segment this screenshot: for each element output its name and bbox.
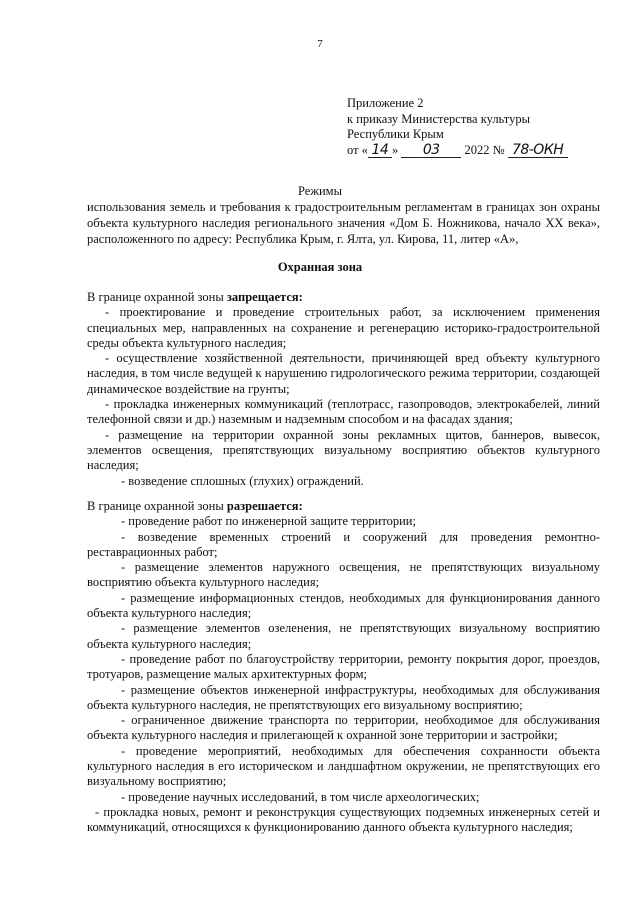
prohibited-item: - возведение сплошных (глухих) ограждений.	[121, 473, 364, 488]
prohibited-item: - прокладка инженерных коммуникаций (теплотрасс, газопроводов, электрокабелей, линий телефонной связи и др.) наземным и надземным способом и на фасадах здания;	[87, 397, 600, 427]
appendix-header	[347, 96, 568, 158]
document-title: Режимы	[298, 184, 342, 198]
handwritten-day: 14	[368, 144, 392, 158]
permitted-item: - проведение мероприятий, необходимых для обеспечения сохранности объекта культурного наследия в его историческом и ландшафтном окружении, не препятствующих его визуальному восприятию;	[87, 743, 600, 789]
section-title: Охранная зона	[277, 260, 363, 274]
permitted-lead-bold: разрешается:	[226, 499, 303, 513]
permitted-item: - проведение работ по инженерной защите территории;	[121, 514, 416, 529]
permitted-item: - проведение научных исследований, в том числе археологических;	[121, 789, 480, 804]
permitted-item: - размещение информационных стендов, необходимых для функционирования данного объекта культурного наследия;	[87, 590, 600, 621]
handwritten-month: 03	[401, 144, 461, 158]
permitted-item: - возведение временных строений и сооружений для проведения ремонтно-реставрационных работ;	[87, 529, 600, 559]
prohibited-section	[87, 290, 600, 489]
appendix-date-line	[347, 143, 568, 159]
permitted-lead	[87, 499, 600, 514]
date-year: 2022 №	[464, 142, 505, 157]
prohibited-lead-text: В границе охранной зоны	[87, 290, 227, 304]
permitted-item: - ограниченное движение транспорта по территории, необходимое для обслуживания объекта культурного наследия и прилегающей к охранной зоне территории и застройки;	[87, 713, 600, 743]
prohibited-lead-bold: запрещается:	[226, 290, 303, 304]
appendix-line-1: Приложение 2	[347, 96, 424, 110]
date-prefix: от «	[347, 142, 368, 157]
prohibited-item: - осуществление хозяйственной деятельности, причиняющей вред объекту культурного наследия, в том числе ведущей к нарушению гидрологического режима территории, создающей динамическое воздействие на грунты;	[87, 351, 600, 396]
page-number: 7	[317, 38, 323, 50]
permitted-item: - размещение объектов инженерной инфраструктуры, необходимых для обслуживания объекта культурного наследия, не препятствующих его визуальному восприятию;	[87, 682, 600, 712]
prohibited-item: - проектирование и проведение строительных работ, за исключением применения специальных мер, направленных на сохранение и регенерацию историко-градостроительной среды объекта культурного наследия;	[87, 305, 600, 350]
date-mid: »	[391, 142, 399, 157]
permitted-item: - размещение элементов наружного освещения, не препятствующих визуальному восприятию объекта культурного наследия;	[87, 560, 600, 590]
permitted-lead-text: В границе охранной зоны	[87, 499, 227, 513]
permitted-section	[87, 499, 600, 836]
permitted-item: - прокладка новых, ремонт и реконструкция существующих подземных инженерных сетей и коммуникаций, относящихся к функционированию данного объекта культурного наследия;	[87, 804, 600, 835]
handwritten-order-number: 78-ОКН	[508, 144, 568, 158]
prohibited-lead	[87, 290, 600, 305]
prohibited-item: - размещение на территории охранной зоны рекламных щитов, баннеров, вывесок, элементов освещения, препятствующих визуальному восприятию объектов культурного наследия;	[87, 427, 600, 473]
permitted-item: - размещение элементов озеленения, не препятствующих визуальному восприятию объекта культурного наследия;	[87, 621, 600, 651]
appendix-line-2: к приказу Министерства культуры	[347, 111, 530, 126]
document-subtitle: использования земель и требования к градостроительным регламентам в границах зон охраны объекта культурного наследия регионального значения «Дом Б. Ножникова, начало XX века», расположенного по адресу: Республика Крым, г. Ялта, ул. Кирова, 11, литер «А»,	[87, 200, 600, 246]
appendix-line-3: Республики Крым	[347, 127, 444, 141]
permitted-item: - проведение работ по благоустройству территории, ремонту покрытия дорог, проездов, тротуаров, размещение малых архитектурных форм;	[87, 651, 600, 682]
